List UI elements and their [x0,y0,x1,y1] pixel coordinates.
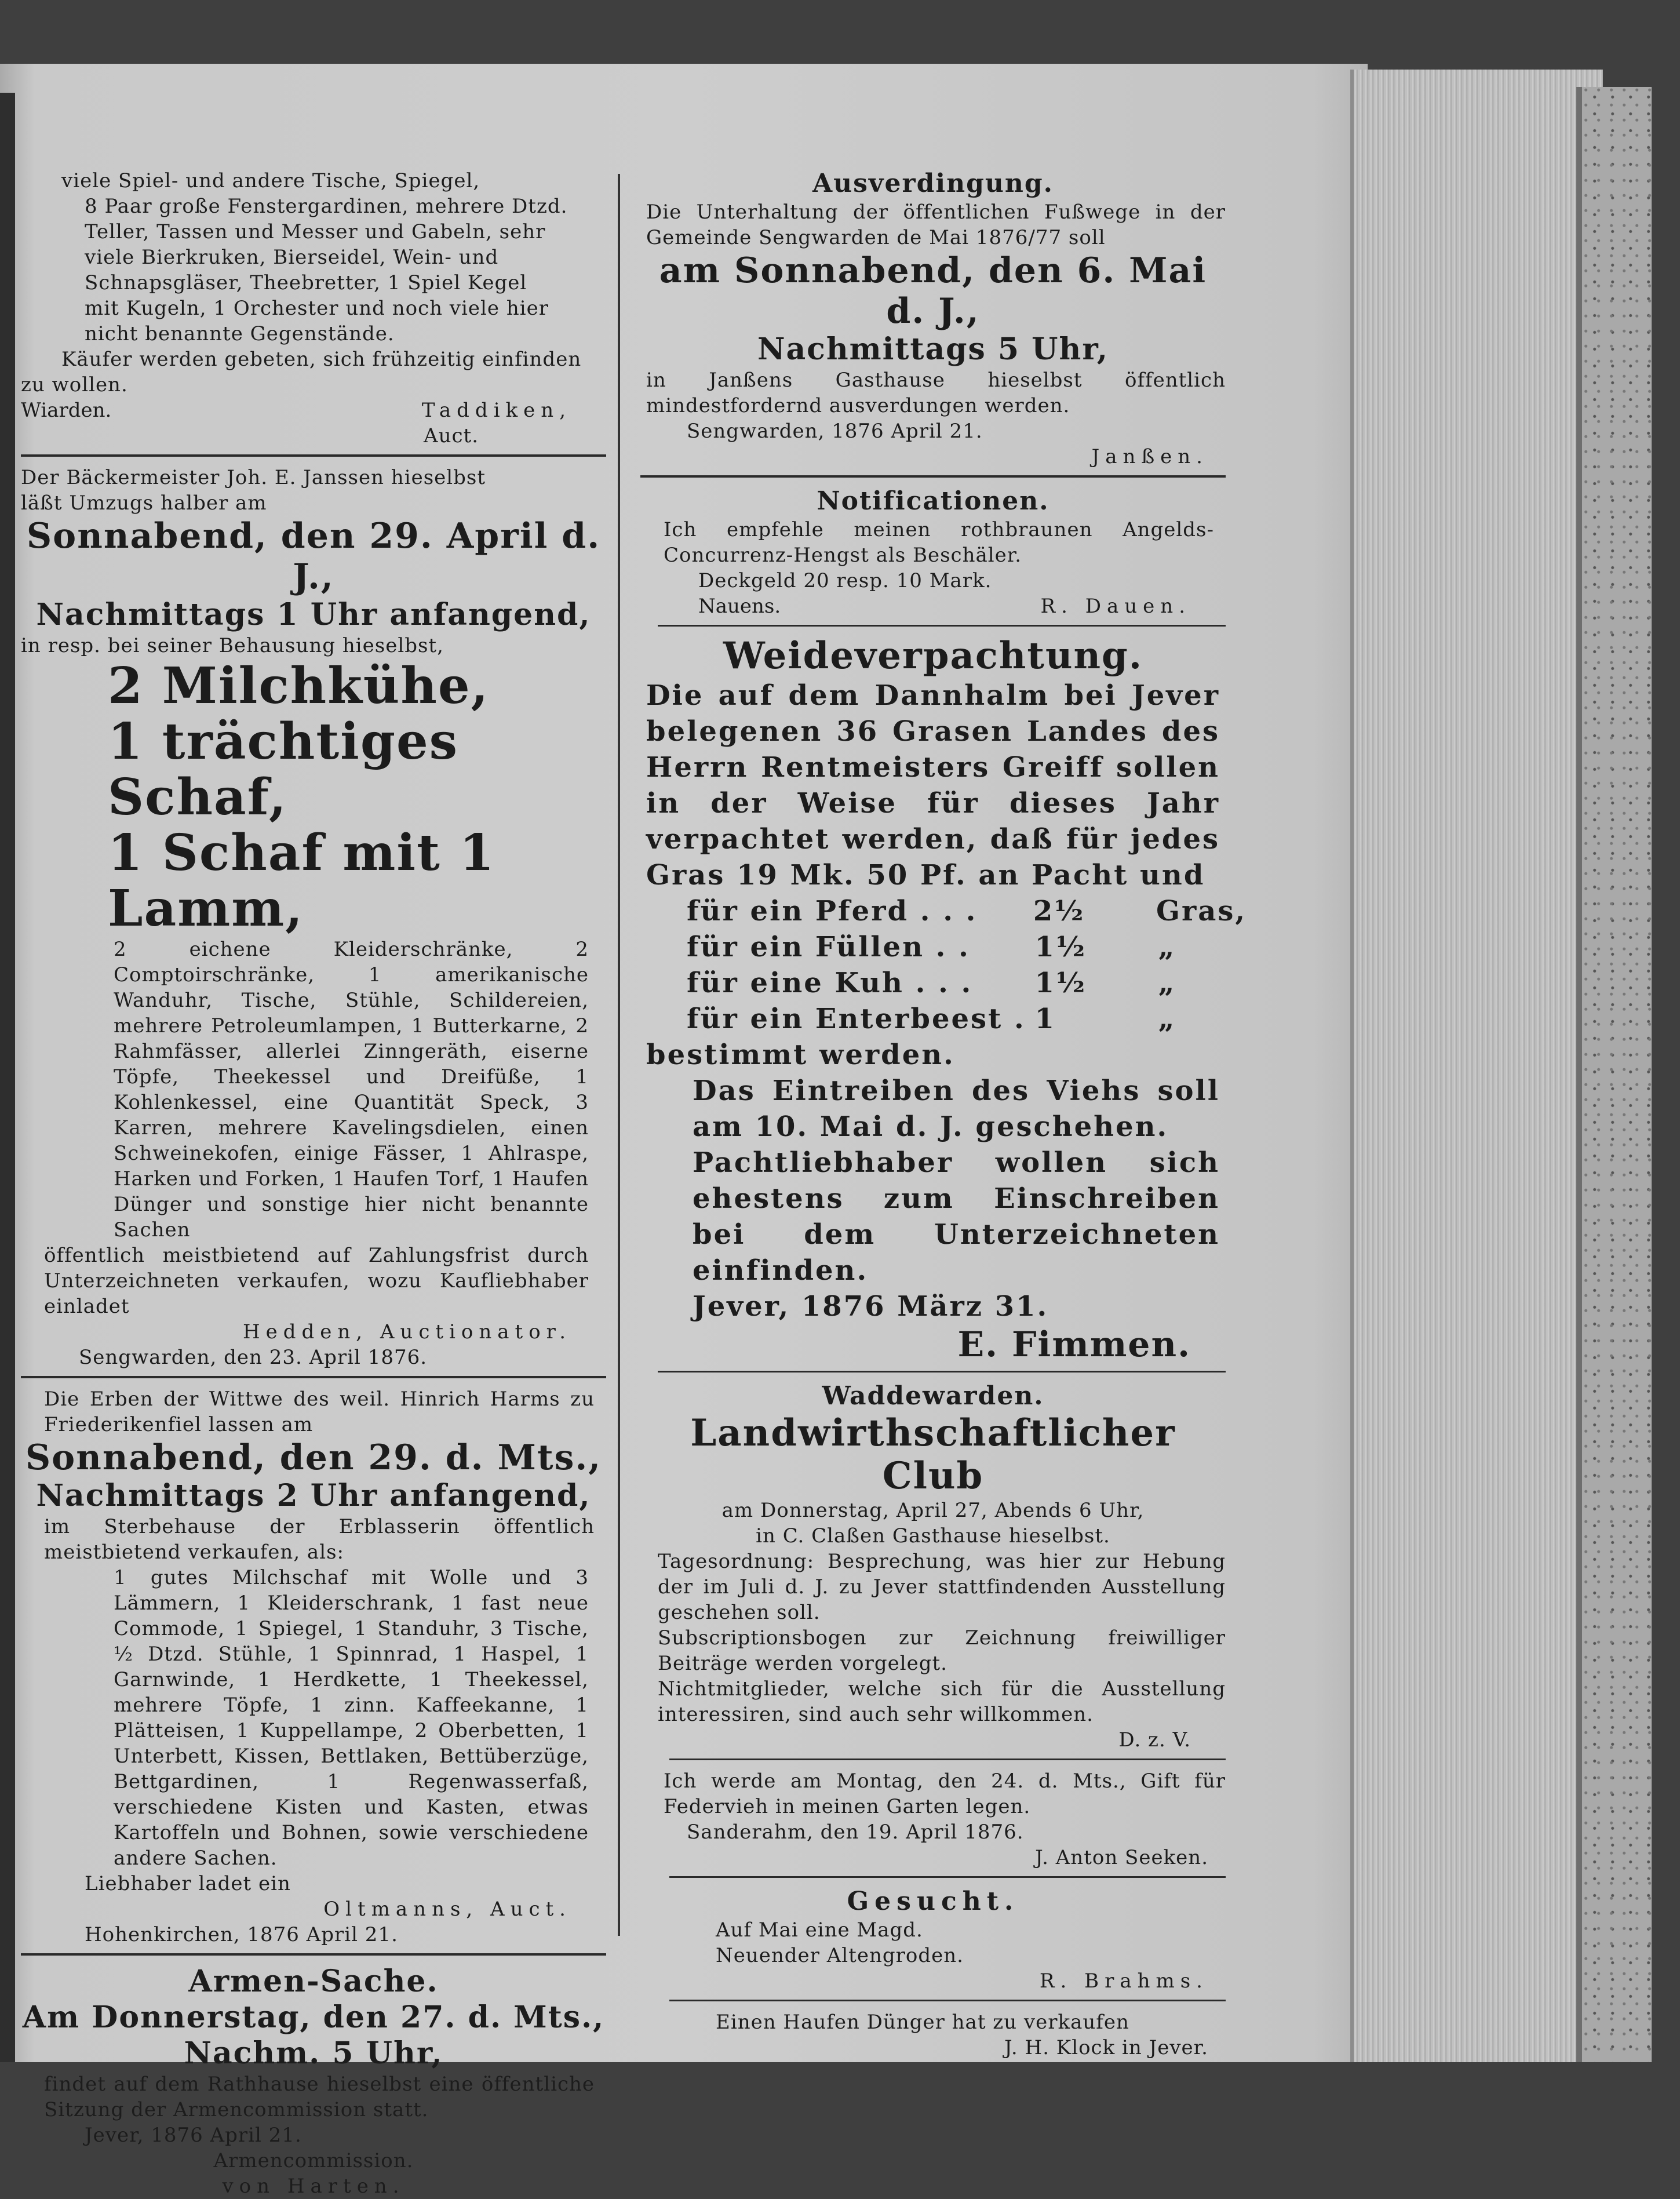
agenda: Tagesordnung: Besprechung, was hier zur Hebung der im Juli d. J. zu Jever stattfindenden Ausstellung geschehen soll. [658,1550,1226,1624]
ad-weideverpachtung [640,634,1247,1365]
divider [21,1376,606,1378]
ad-title: Armen-Sache. [188,1964,439,1999]
signer: Oltmanns, Auct. [323,1898,571,1921]
text-line: viele Bierkruken, Bierseidel, Wein- und [85,246,499,269]
time: Nachmittags 5 Uhr, [757,332,1109,367]
body: Neuender Altengroden. [716,1944,964,1967]
signer: R. Dauen. [1040,595,1191,618]
dateline: Hohenkirchen, 1876 April 21. [85,1923,398,1946]
ad-title: Landwirthschaftlicher Club [690,1411,1176,1498]
signer: E. Fimmen. [957,1324,1191,1365]
invite: Liebhaber ladet ein [85,1872,291,1895]
auction-date: Sonnabend, den 29. April d. J., [26,516,601,597]
dateline: Jever, 1876 März 31. [693,1290,1049,1323]
text-line: Schnapsgläser, Theebretter, 1 Spiel Kegel [85,271,527,294]
ad-auction-janssen [21,465,606,1370]
ad-duenger [640,2009,1226,2060]
body: Die Unterhaltung der öffentlichen Fußwege in der Gemeinde Sengwarden de Mai 1876/77 soll [646,201,1226,249]
ad-gift [640,1768,1226,1870]
rate-animal: für ein Pferd . . . [687,895,978,927]
dateline: Sengwarden, 1876 April 21. [687,420,983,443]
page-block-edge [1350,70,1603,2062]
place: Nauens. [698,595,781,618]
text-line: Käufer werden gebeten, sich frühzeitig einfinden [61,348,582,371]
org: Armencommission. [213,2149,414,2172]
body: Ich werde am Montag, den 24. d. Mts., Gift für Federvieh in meinen Garten legen. [664,1770,1226,1818]
rate-amount: 1½ [1034,931,1087,963]
rate-amount: 2½ [1033,895,1085,927]
signer: J. H. Klock in Jever. [1004,2036,1208,2059]
date: am Sonnabend, den 6. Mai d. J., [659,250,1207,332]
ad-armen-sache [21,1964,606,2199]
text-line: nicht benannte Gegenstände. [85,322,395,345]
rate-animal: für ein Enterbeest . [687,1003,1026,1035]
rate-row [640,1001,1226,1037]
text-line: viele Spiel- und andere Tische, Spiegel, [61,169,480,192]
dateline: Jever, 1876 April 21. [85,2124,302,2147]
ad-landwirthschaftlicher-club [640,1381,1226,1753]
book-gutter [0,93,15,2062]
body: Pachtliebhaber wollen sich ehestens zum Einschreiben bei dem Unterzeichneten einfinden. [693,1146,1220,1287]
rate-unit: „ [1158,931,1176,963]
location: in resp. bei seiner Behausung hieselbst, [21,634,444,657]
divider [669,1759,1226,1760]
auction-time: Nachmittags 2 Uhr anfangend, [36,1478,591,1513]
left-column [21,168,606,2199]
intro: Die Erben der Wittwe des weil. Hinrich Harms zu Friederikenfiel lassen am [44,1388,595,1436]
book-cover-edge [1576,87,1652,2062]
rate-animal: für ein Füllen . . [687,931,970,963]
text-line: mit Kugeln, 1 Orchester und noch viele hier [85,297,549,320]
ad-title: Gesucht. [847,1887,1019,1916]
body: Auf Mai eine Magd. [716,1918,923,1942]
fee: Deckgeld 20 resp. 10 Mark. [698,569,992,592]
divider [658,625,1226,627]
ad-notificationen [640,486,1226,619]
signature-row [21,398,606,423]
dateline: Sengwarden, den 23. April 1876. [79,1346,428,1369]
text-line: Teller, Tassen und Messer und Gabeln, sehr [85,220,546,243]
rate-row [640,893,1247,929]
signer-role: Auct. [424,424,479,447]
signer: Janßen. [1091,445,1208,468]
when: am Donnerstag, April 27, Abends 6 Uhr, [721,1499,1145,1522]
auction-time: Nachmittags 1 Uhr anfangend, [36,597,591,632]
signer: J. Anton Seeken. [1035,1846,1208,1869]
signer: Taddiken, [421,399,571,422]
signer: R. Brahms. [1039,1969,1208,1993]
right-column [640,168,1247,2060]
lot-headline: 1 trächtiges Schaf, [108,712,459,827]
where: in C. Claßen Gasthause hieselbst. [756,1524,1110,1548]
ad-auction-wiarden [21,168,606,449]
body: Das Eintreiben des Viehs soll am 10. Mai d. J. geschehen. [693,1075,1220,1143]
text-line: zu wollen. [21,373,128,396]
signature-row [640,594,1226,619]
divider [21,1953,606,1956]
text-line: 8 Paar große Fenstergardinen, mehrere Dtzd. [85,195,568,218]
rate-animal: für eine Kuh . . . [687,967,973,999]
ad-auction-harms [21,1386,606,1947]
ad-ausverdingung [640,168,1226,469]
divider [640,475,1226,478]
rate-amount: 1 [1034,1003,1056,1035]
item-list: 2 eichene Kleiderschränke, 2 Comptoirschränke, 1 amerikanische Wanduhr, Tische, Stühle, Schildereien, mehrere Petroleumlampen, 1 Butterkarne, 2 Rahmfässer, allerlei Zinngeräth, eiserne Töpfe, Theekessel und Dreifüße, 1 Kohlenkessel, eine Quantität Speck, 3 Karren, mehrere Kavelingsdielen, einen Schweinekofen, einige Fässer, 1 Ahlraspe, Harken und Forken, 1 Haufen Torf, 1 Haufen Dünger und sonstige hier nicht benannte Sachen [114,938,589,1242]
meeting-time: Nachm. 5 Uhr, [184,2036,443,2071]
rate-amount: 1½ [1034,967,1087,999]
divider [669,1876,1226,1878]
body: Die auf dem Dannhalm bei Jever belegenen 36 Grasen Landes des Herrn Rentmeisters Greiff sollen in der Weise für dieses Jahr verpachtet werden, daß für jedes Gras 19 Mk. 50 Pf. an Pacht und [646,679,1220,891]
auction-date: Sonnabend, den 29. d. Mts., [25,1437,602,1478]
lot-headline: 1 Schaf mit 1 Lamm, [108,824,495,938]
column-divider [618,174,620,1936]
rate-row [640,965,1226,1001]
signer: von Harten. [222,2175,405,2198]
intro: läßt Umzugs halber am [21,492,267,515]
location: im Sterbehause der Erblasserin öffentlich meistbietend verkaufen, als: [44,1515,595,1564]
lot-headline: 2 Milchkühe, [108,657,490,715]
divider [669,2000,1226,2001]
signer: Hedden, Auctionator. [242,1320,571,1344]
item-list: 1 gutes Milchschaf mit Wolle und 3 Lämmern, 1 Kleiderschrank, 1 fast neue Commode, 1 Spiegel, 1 Standuhr, 3 Tische, ½ Dtzd. Stühle, 1 Spinnrad, 1 Haspel, 1 Garnwinde, 1 Herdkette, 1 Theekessel, mehrere Töpfe, 1 zinn. Kaffeekanne, 1 Plätteisen, 1 Kuppellampe, 2 Oberbetten, 1 Unterbett, Kissen, Bettlaken, Bettüberzüge, Bettgardinen, 1 Regenwasserfaß, verschiedene Kisten und Kasten, etwas Kartoffeln und Bohnen, sowie verschiedene andere Sachen. [114,1566,589,1870]
body: bestimmt werden. [646,1039,955,1071]
closing: öffentlich meistbietend auf Zahlungsfrist durch Unterzeichneten verkaufen, wozu Kaufliebhaber einladet [44,1244,589,1318]
ad-gesucht [640,1886,1226,1994]
rate-unit: „ [1158,967,1176,999]
rate-unit: „ [1158,1003,1176,1035]
ad-title: Notificationen. [817,486,1049,516]
divider [658,1371,1226,1372]
ad-title: Ausverdingung. [812,169,1054,198]
place: Waddewarden. [822,1381,1044,1411]
non-members: Nichtmitglieder, welche sich für die Ausstellung interessiren, sind auch sehr willkommen. [658,1677,1226,1726]
ad-title: Weideverpachtung. [723,634,1143,678]
body: Ich empfehle meinen rothbraunen Angelds-Concurrenz-Hengst als Beschäler. [664,518,1214,567]
subscription: Subscriptionsbogen zur Zeichnung freiwilliger Beiträge werden vorgelegt. [658,1626,1226,1675]
intro: Der Bäckermeister Joh. E. Janssen hieselbst [21,466,486,489]
meeting-date: Am Donnerstag, den 27. d. Mts., [22,2000,605,2035]
rate-unit: Gras, [1156,895,1247,927]
signer: D. z. V. [1118,1728,1191,1752]
body: findet auf dem Rathhause hieselbst eine öffentliche Sitzung der Armencommission statt. [44,2073,595,2121]
location: in Janßens Gasthause hieselbst öffentlich mindestfordernd ausverdungen werden. [646,369,1226,417]
divider [21,454,606,457]
place: Wiarden. [21,399,112,422]
body: Einen Haufen Dünger hat zu verkaufen [716,2011,1129,2034]
rate-row [640,929,1226,965]
dateline: Sanderahm, den 19. April 1876. [687,1821,1024,1844]
